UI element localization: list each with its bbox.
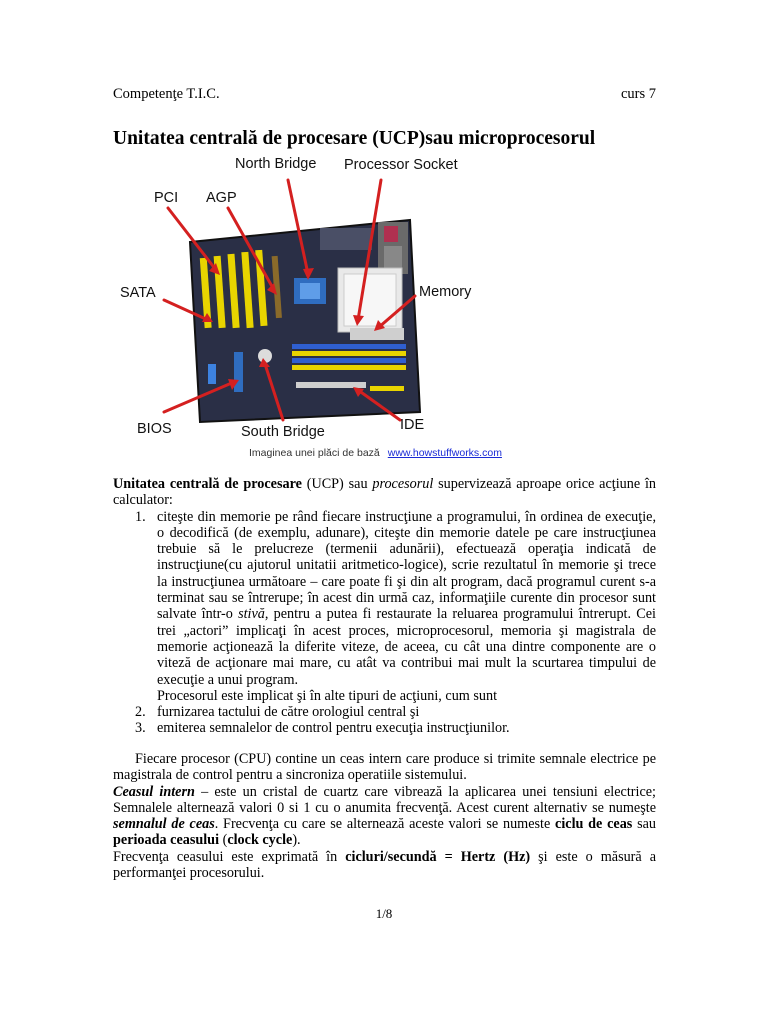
- page-number: 1/8: [375, 906, 393, 921]
- list-item: 1. citeşte din memorie pe rând fiecare instrucţiune a programului, în ordinea de execuţie, o decodifică (de exemplu, adunare), citeşte din memorie datele pe care instrucţiunea trebuie să le prelucreze (termenii adunării), efectuează operaţia indicată de instrucţiune(cu ajutorul unitatii aritmetico-logice), scrie rezultatul în memorie şi trece la instrucţiunea următoare – care poate fi şi din alt program, dacă programul curent s-a terminat sau se întrerupe; în acest din urmă caz, informaţiile curente din procesor sunt salvate într-o stivă, pentru a putea fi restaurate la reluarea programului întrerupt. Cei trei „actori” implicaţi în acest proces, microprocesorul, memoria şi magistrala de memorie acţionează la diferite viteze, de aceea, cu cât una dintre componente are o viteză de acţionare mai mare, cu atât va contribui mai mult la scurtarea timpului de execuţie a unui program. Procesorul este implicat şi în alte tipuri de acţiuni, cum sunt: [135, 508, 656, 704]
- frequency-text: Frecvenţa ceasului este exprimată în cicluri/secundă = Hertz (Hz) şi este o măsură a performanţei procesorului.: [113, 848, 656, 882]
- label-bios: BIOS: [137, 421, 172, 437]
- term-ucp: Unitatea centrală de procesare: [113, 476, 302, 492]
- processor-socket: [338, 268, 404, 340]
- figure-caption: [249, 447, 502, 459]
- source-link[interactable]: www.howstuffworks.com: [387, 447, 502, 459]
- lecture-number: curs 7: [620, 86, 656, 102]
- label-agp: AGP: [206, 190, 237, 206]
- intro-paragraph: Unitatea centrală de procesare (UCP) sau procesorul supervizează aproape orice acţiune în calculator: 1. citeşte din memorie pe rând fiecare instrucţiune a programului, în ordinea de execuţie, o decodifică (de exemplu, adunare), citeşte din memorie datele pe care instrucţiunea trebuie să le prelucreze (termenii adunării), efectuează operaţia indicată de instrucţiune(cu ajutorul unitatii aritmetico-logice), scrie rezultatul în memorie şi trece la instrucţiunea următoare – care poate fi şi din alt program, dacă programul curent s-a terminat sau se întrerupe; în acest din urmă caz, informaţiile curente din procesor sunt salvate într-o stivă, pentru a putea fi restaurate la reluarea programului întrerupt. Cei trei „actori” implicaţi în acest proces, microprocesorul, memoria şi magistrala de memorie acţionează la diferite viteze, de aceea, cu cât una dintre componente are o viteză de acţionare mai mare, cu atât va contribui mai mult la scurtarea timpului de execuţie a unui program. Procesorul este implicat şi în alte tipuri de acţiuni, cum sunt 2. furnizarea tactului de către orologiul central şi 3. emiterea semnalelor de control pentru execuţia instrucţiunilor.: [113, 476, 656, 737]
- bios-chip: [234, 352, 243, 392]
- term-perioada: perioada ceasului: [113, 832, 220, 849]
- clock-definition: Ceasul intern – este un cristal de cuartz care vibrează la aplicarea unei tensiuni electrice; Semnalele alternează valori 0 si 1 cu o anumita frecvenţă. Acest curent alternativ se numeşte semnalul de ceas. Frecvenţa cu care se alternează aceste valori se numeste ciclu de ceas sau perioada ceasului (clock cycle).: [113, 783, 657, 849]
- caption-text: Imaginea unei plăci de bază: [249, 447, 380, 459]
- clock-section: [113, 751, 656, 881]
- label-north-bridge: North Bridge: [235, 156, 317, 172]
- term-clock-cycle: clock cycle: [227, 832, 293, 849]
- label-processor-socket: Processor Socket: [344, 157, 458, 173]
- label-sata: SATA: [120, 285, 156, 301]
- list-item: 2. furnizarea tactului de către orologiul central şi: [135, 704, 420, 721]
- page-title: Unitatea centrală de procesare (UCP)sau microprocesorul: [113, 128, 596, 149]
- term-stiva: stivă: [238, 606, 265, 623]
- term-ciclu-ceas: ciclu de ceas: [555, 816, 633, 833]
- course-name: Competenţe T.I.C.: [113, 86, 220, 102]
- action-list: [113, 509, 656, 737]
- motherboard-figure: [108, 150, 500, 445]
- label-ide: IDE: [400, 417, 425, 433]
- label-memory: Memory: [419, 284, 472, 300]
- clock-intro: Fiecare procesor (CPU) contine un ceas intern care produce si trimite semnale electrice pe magistrala de control pentru a sincroniza operatiile sistemului.: [113, 751, 656, 784]
- list-item: 3. emiterea semnalelor de control pentru execuţia instrucţiunilor.: [135, 720, 510, 737]
- label-south-bridge: South Bridge: [241, 424, 325, 440]
- label-pci: PCI: [154, 190, 179, 206]
- term-semnal-ceas: semnalul de ceas: [113, 816, 215, 833]
- term-procesorul: procesorul: [372, 476, 434, 492]
- term-hertz: cicluri/secundă = Hertz (Hz): [345, 848, 531, 865]
- term-ceas-intern: Ceasul intern: [113, 783, 195, 800]
